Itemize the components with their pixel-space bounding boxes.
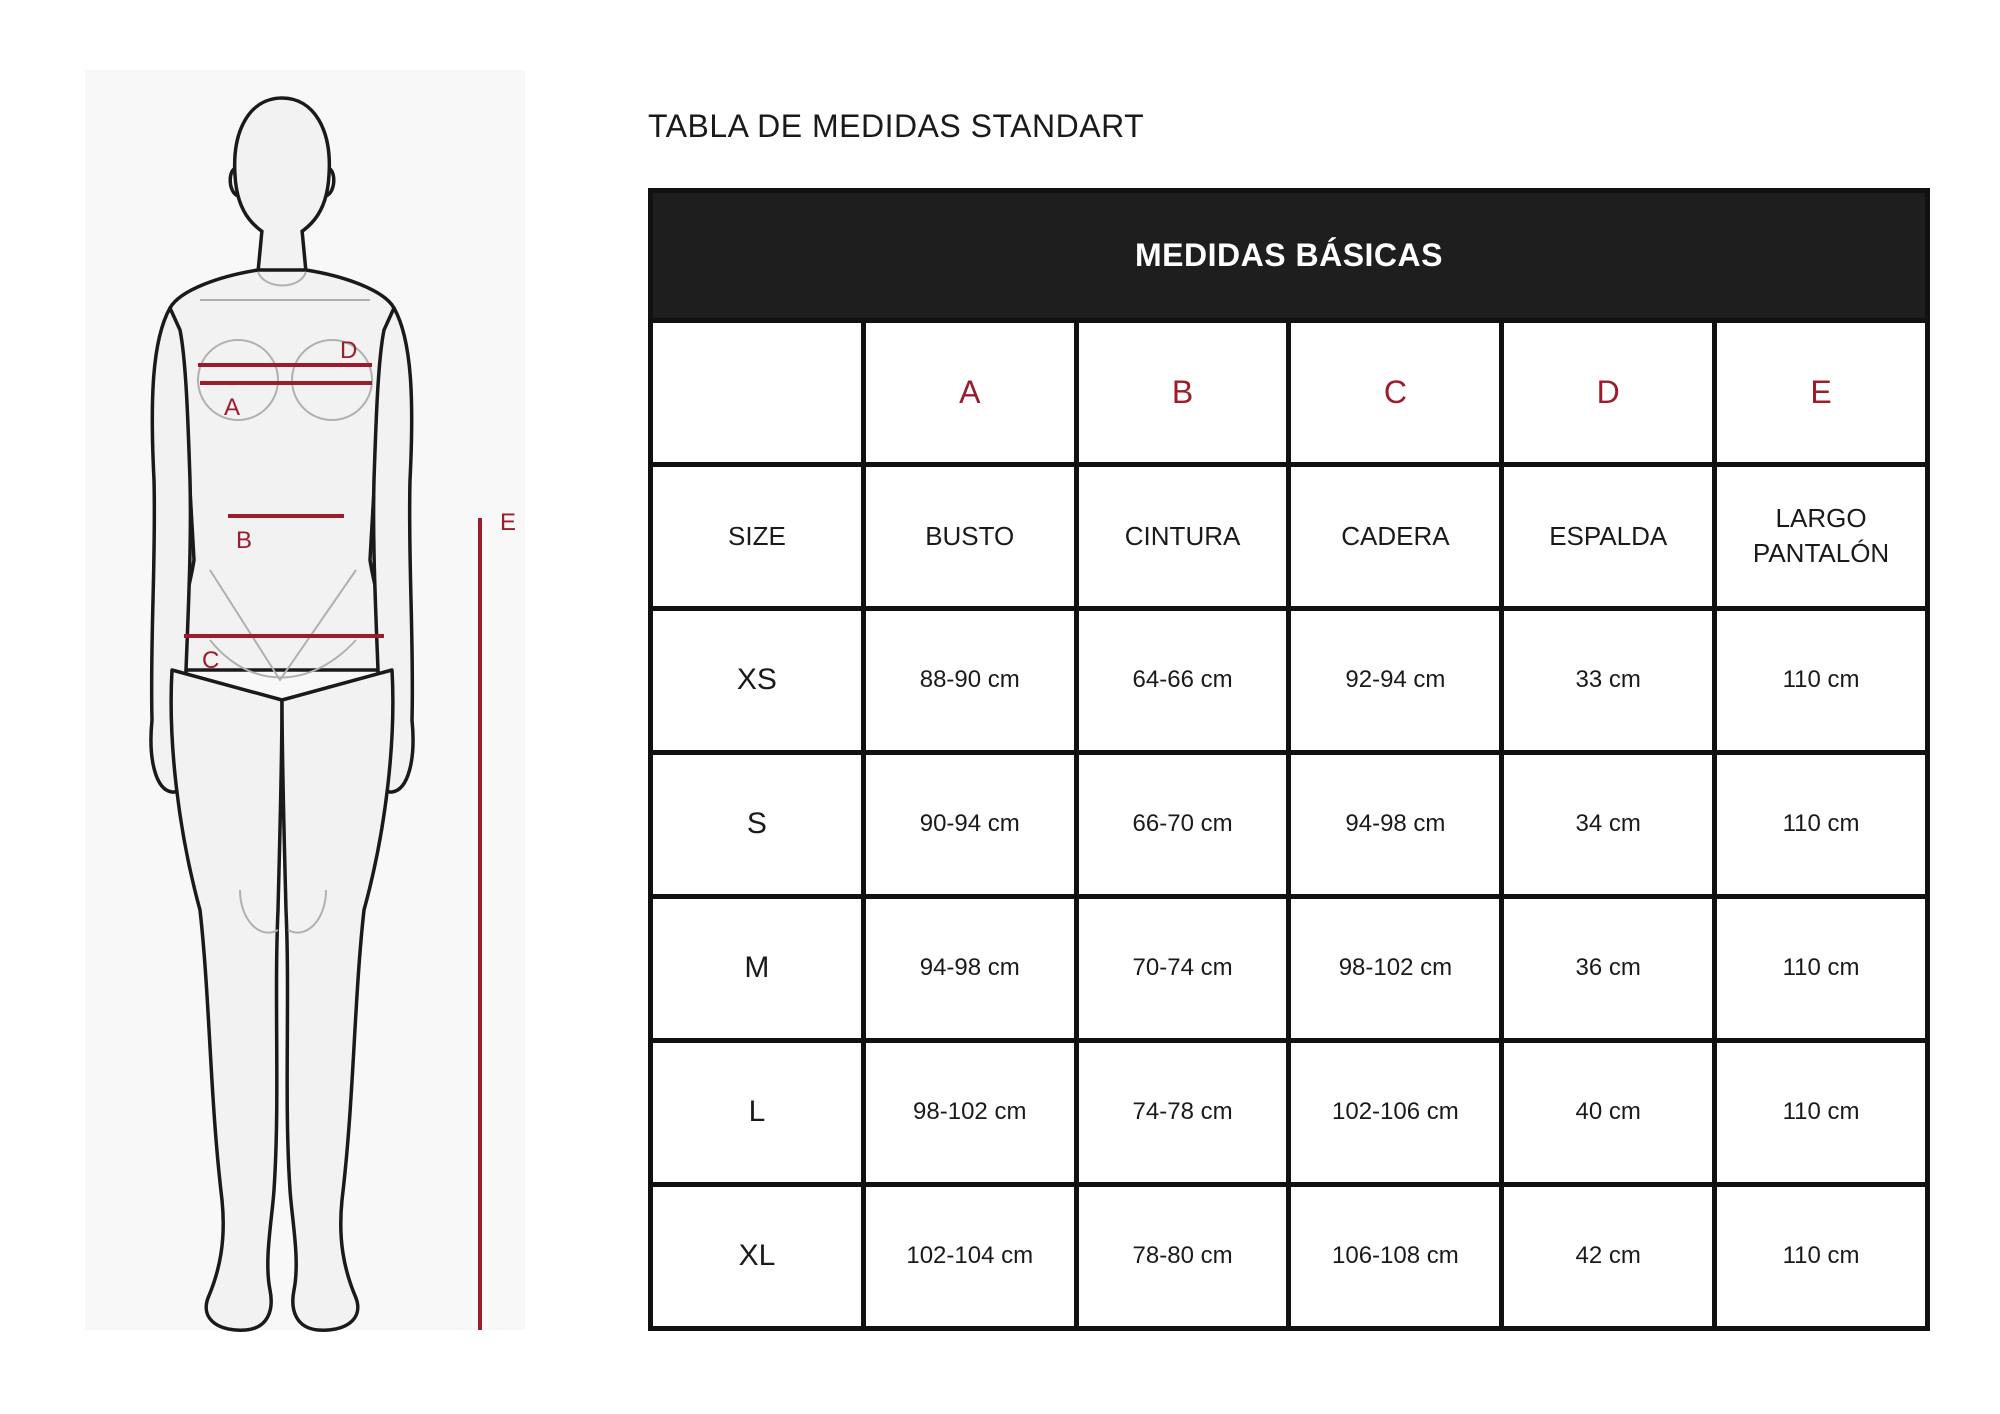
label-a: A xyxy=(224,394,241,421)
mannequin-illustration xyxy=(60,40,580,1360)
cadera-cell: 106-108 cm xyxy=(1289,1184,1502,1328)
largo-cell: 110 cm xyxy=(1715,608,1928,752)
column-header-size: SIZE xyxy=(651,464,864,608)
cintura-cell: 78-80 cm xyxy=(1076,1184,1289,1328)
label-d: D xyxy=(340,337,358,364)
letters-row xyxy=(651,320,1928,464)
head xyxy=(235,98,330,243)
cadera-cell: 98-102 cm xyxy=(1289,896,1502,1040)
label-b: B xyxy=(236,527,253,554)
column-names-row xyxy=(651,464,1928,608)
table-row xyxy=(651,1040,1928,1184)
letter-cell-e: E xyxy=(1715,320,1928,464)
letter-cell-empty xyxy=(651,320,864,464)
size-chart-table xyxy=(648,188,1930,1331)
espalda-cell: 36 cm xyxy=(1502,896,1715,1040)
busto-cell: 94-98 cm xyxy=(863,896,1076,1040)
cintura-cell: 74-78 cm xyxy=(1076,1040,1289,1184)
size-cell: L xyxy=(651,1040,864,1184)
largo-cell: 110 cm xyxy=(1715,1040,1928,1184)
cadera-cell: 94-98 cm xyxy=(1289,752,1502,896)
espalda-cell: 40 cm xyxy=(1502,1040,1715,1184)
table-row xyxy=(651,752,1928,896)
size-cell: S xyxy=(651,752,864,896)
busto-cell: 98-102 cm xyxy=(863,1040,1076,1184)
busto-cell: 102-104 cm xyxy=(863,1184,1076,1328)
cadera-cell: 92-94 cm xyxy=(1289,608,1502,752)
cadera-cell: 102-106 cm xyxy=(1289,1040,1502,1184)
letter-cell-b: B xyxy=(1076,320,1289,464)
espalda-cell: 33 cm xyxy=(1502,608,1715,752)
size-cell: M xyxy=(651,896,864,1040)
column-header-busto: BUSTO xyxy=(863,464,1076,608)
busto-cell: 88-90 cm xyxy=(863,608,1076,752)
neck xyxy=(258,230,306,272)
torso xyxy=(164,270,401,670)
letter-cell-c: C xyxy=(1289,320,1502,464)
size-cell: XS xyxy=(651,608,864,752)
letter-cell-a: A xyxy=(863,320,1076,464)
espalda-cell: 34 cm xyxy=(1502,752,1715,896)
cintura-cell: 70-74 cm xyxy=(1076,896,1289,1040)
column-header-cintura: CINTURA xyxy=(1076,464,1289,608)
largo-cell: 110 cm xyxy=(1715,1184,1928,1328)
label-e: E xyxy=(500,509,517,536)
label-c: C xyxy=(202,647,220,674)
largo-cell: 110 cm xyxy=(1715,752,1928,896)
body-measurement-figure xyxy=(60,40,580,1360)
column-header-cadera: CADERA xyxy=(1289,464,1502,608)
cintura-cell: 64-66 cm xyxy=(1076,608,1289,752)
letter-cell-d: D xyxy=(1502,320,1715,464)
page-title: TABLA DE MEDIDAS STANDART xyxy=(648,108,1145,144)
table-row xyxy=(651,896,1928,1040)
table-row xyxy=(651,1184,1928,1328)
cintura-cell: 66-70 cm xyxy=(1076,752,1289,896)
column-header-espalda: ESPALDA xyxy=(1502,464,1715,608)
largo-cell: 110 cm xyxy=(1715,896,1928,1040)
size-cell: XL xyxy=(651,1184,864,1328)
column-header-largo-pantalon: LARGO PANTALÓN xyxy=(1715,464,1928,608)
table-row xyxy=(651,608,1928,752)
espalda-cell: 42 cm xyxy=(1502,1184,1715,1328)
busto-cell: 90-94 cm xyxy=(863,752,1076,896)
table-banner-row xyxy=(651,191,1928,321)
table-banner: MEDIDAS BÁSICAS xyxy=(651,191,1928,321)
